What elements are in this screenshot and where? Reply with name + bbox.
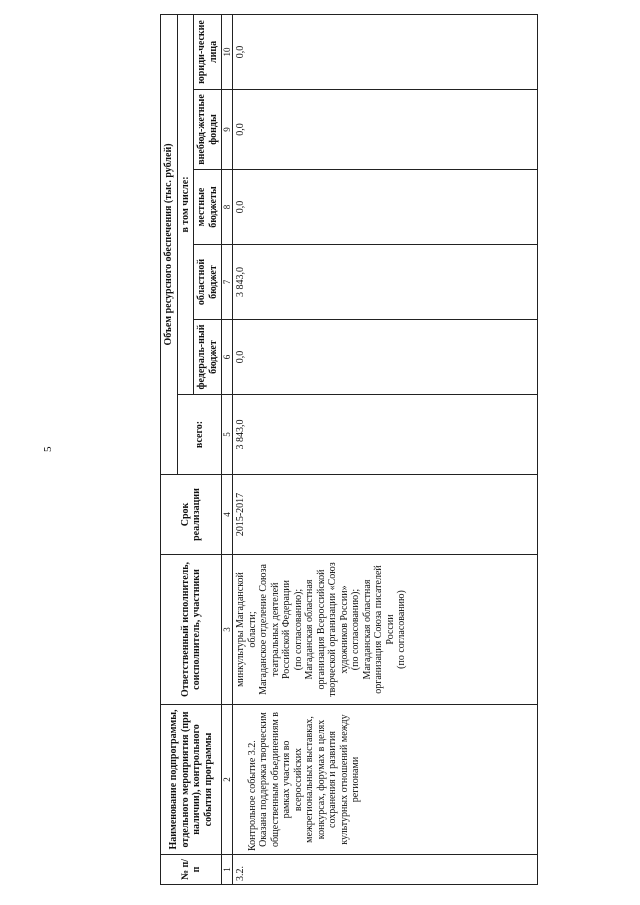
colnum-9: 9 bbox=[222, 90, 233, 170]
colnum-10: 10 bbox=[222, 14, 233, 89]
header-extrabudget: внебюд-жетные фонды bbox=[194, 90, 222, 170]
colnum-7: 7 bbox=[222, 245, 233, 320]
row-federal: 0,0 bbox=[233, 320, 538, 395]
colnum-1: 1 bbox=[222, 855, 233, 885]
header-total: всего: bbox=[177, 395, 222, 475]
colnum-4: 4 bbox=[222, 475, 233, 555]
colnum-6: 6 bbox=[222, 320, 233, 395]
row-regional: 3 843,0 bbox=[233, 245, 538, 320]
colnum-3: 3 bbox=[222, 555, 233, 705]
resource-table bbox=[160, 14, 538, 885]
row-name bbox=[233, 705, 538, 855]
rotated-table-wrapper bbox=[160, 15, 600, 885]
column-number-row bbox=[222, 14, 233, 884]
row-executors: минкультуры Магаданской области; Магаданское отделение Союза театральных деятелей Российской Федерации (по согласованию); Магаданская областная организация Всероссийской творческой организации «Союз художников России» (по согласованию); Магаданская областная организация Союза писателей России (по согласованию) bbox=[233, 555, 538, 705]
header-regional: областной бюджет bbox=[194, 245, 222, 320]
colnum-2: 2 bbox=[222, 705, 233, 855]
colnum-8: 8 bbox=[222, 170, 233, 245]
row-num: 3.2. bbox=[233, 855, 538, 885]
row-name-title: Контрольное событие 3.2. bbox=[246, 740, 258, 851]
header-num: № п/п bbox=[161, 855, 222, 885]
row-period: 2015-2017 bbox=[233, 475, 538, 555]
row-legal: 0,0 bbox=[233, 14, 538, 89]
row-local: 0,0 bbox=[233, 170, 538, 245]
table-row bbox=[233, 14, 538, 884]
header-local: местные бюджеты bbox=[194, 170, 222, 245]
colnum-5: 5 bbox=[222, 395, 233, 475]
header-resource-group: Объем ресурсного обеспечения (тыс. рублей) bbox=[161, 14, 178, 474]
header-period: Срок реализации bbox=[161, 475, 222, 555]
row-total: 3 843,0 bbox=[233, 395, 538, 475]
page-number: 5 bbox=[42, 446, 54, 452]
header-executors: Ответственный исполнитель, соисполнитель, участники bbox=[161, 555, 222, 705]
row-extrabudget: 0,0 bbox=[233, 90, 538, 170]
header-subgroup: в том числе: bbox=[177, 14, 194, 394]
header-name: Наименование подпрограммы, отдельного мероприятия (при наличии), контрольного события программы bbox=[161, 705, 222, 855]
header-legal: юриди-ческие лица bbox=[194, 14, 222, 89]
row-name-body: Оказана поддержка творческим общественным объединениям в рамках участия во всероссийских межрегиональных выставках, конкурсах, форумах в целях сохранения и развития культурных отношений между регионами bbox=[258, 711, 362, 848]
header-federal: федераль-ный бюджет bbox=[194, 320, 222, 395]
